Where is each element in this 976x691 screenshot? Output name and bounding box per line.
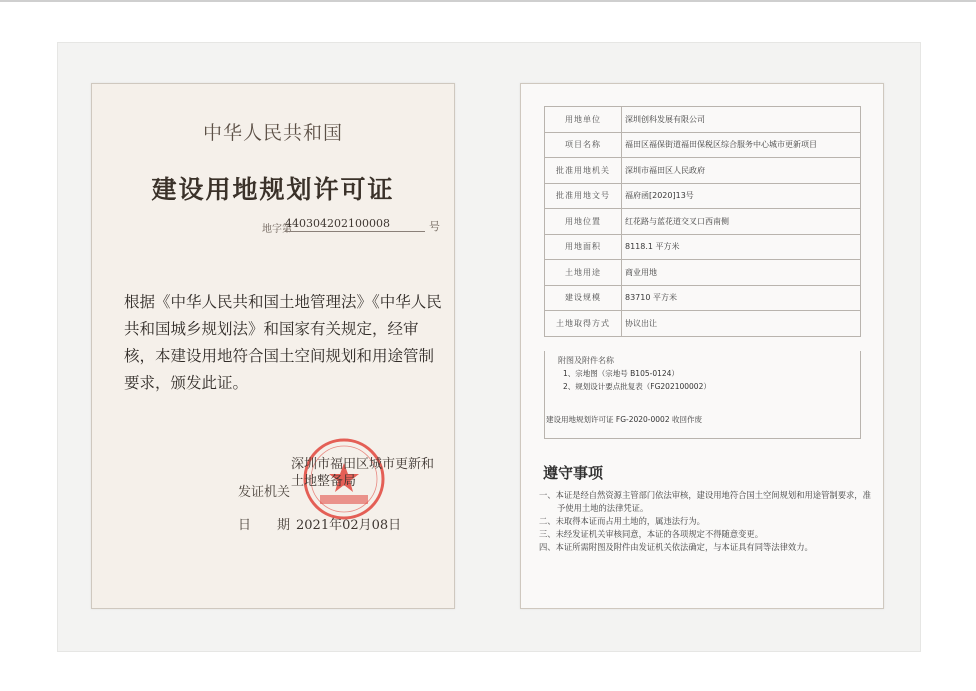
info-value: 商业用地 [622, 260, 861, 286]
info-key: 用地单位 [545, 107, 622, 133]
info-row [545, 132, 861, 158]
number-suffix: 号 [429, 220, 440, 233]
info-row [545, 260, 861, 286]
info-row [545, 234, 861, 260]
certificate-title: 建设用地规划许可证 [151, 175, 395, 204]
info-row [545, 285, 861, 311]
page-top-edge [0, 0, 976, 2]
info-row [545, 209, 861, 235]
certificate-front-panel [91, 83, 455, 609]
info-key: 用地面积 [545, 234, 622, 260]
rule-item: 二、未取得本证而占用土地的，属违法行为。 [539, 516, 705, 526]
info-key: 土地取得方式 [545, 311, 622, 337]
info-row [545, 311, 861, 337]
info-key: 批准用地文号 [545, 183, 622, 209]
issuer-name: 深圳市福田区城市更新和土地整备局 [291, 457, 435, 489]
info-row [545, 158, 861, 184]
info-value: 8118.1 平方米 [622, 234, 861, 260]
rules-list [539, 489, 871, 554]
attachment-item: 2、规划设计要点批复表（FG202100002） [563, 382, 711, 391]
issue-date: 2021年02月08日 [296, 518, 402, 533]
rule-item: 一、本证是经自然资源主管部门依法审核，建设用地符合国土空间规划和用途管制要求，准予使用土地的法律凭证。 [539, 490, 871, 513]
certificate-body-text: 根据《中华人民共和国土地管理法》《中华人民共和国城乡规划法》和国家有关规定，经审核，本建设用地符合国土空间规划和用途管制要求，颁发此证。 [124, 293, 442, 392]
info-row [545, 183, 861, 209]
info-key: 用地位置 [545, 209, 622, 235]
date-label: 日期 [238, 518, 317, 533]
rule-item: 四、本证所需附图及附件由发证机关依法确定，与本证具有同等法律效力。 [539, 542, 813, 552]
rule-item: 三、未经发证机关审核同意，本证的各项规定不得随意变更。 [539, 529, 764, 539]
attachments-title: 附图及附件名称 [558, 356, 614, 365]
info-value: 红花路与蓝花道交叉口西南侧 [622, 209, 861, 235]
info-row [545, 107, 861, 133]
info-value: 83710 平方米 [622, 285, 861, 311]
info-key: 建设规模 [545, 285, 622, 311]
info-key: 批准用地机关 [545, 158, 622, 184]
info-value: 福府函[2020]13号 [622, 183, 861, 209]
info-key: 项目名称 [545, 132, 622, 158]
number-label: 地字第 [262, 224, 292, 235]
rules-title: 遵守事项 [543, 464, 604, 482]
country-name: 中华人民共和国 [202, 122, 343, 144]
info-value: 深圳创科发展有限公司 [622, 107, 861, 133]
revocation-note: 建设用地规划许可证 FG-2020-0002 收回作废 [546, 415, 702, 424]
land-info-table [544, 106, 861, 337]
certificate-number: 440304202100008 [285, 217, 425, 232]
attachment-item: 1、宗地图（宗地号 B105-0124） [563, 369, 679, 378]
attachments-box [544, 351, 861, 439]
info-value: 福田区福保街道福田保税区综合服务中心城市更新项目 [622, 132, 861, 158]
info-key: 土地用途 [545, 260, 622, 286]
certificate-back-panel [520, 83, 884, 609]
info-value: 深圳市福田区人民政府 [622, 158, 861, 184]
info-value: 协议出让 [622, 311, 861, 337]
issuer-label: 发证机关 [238, 485, 291, 500]
